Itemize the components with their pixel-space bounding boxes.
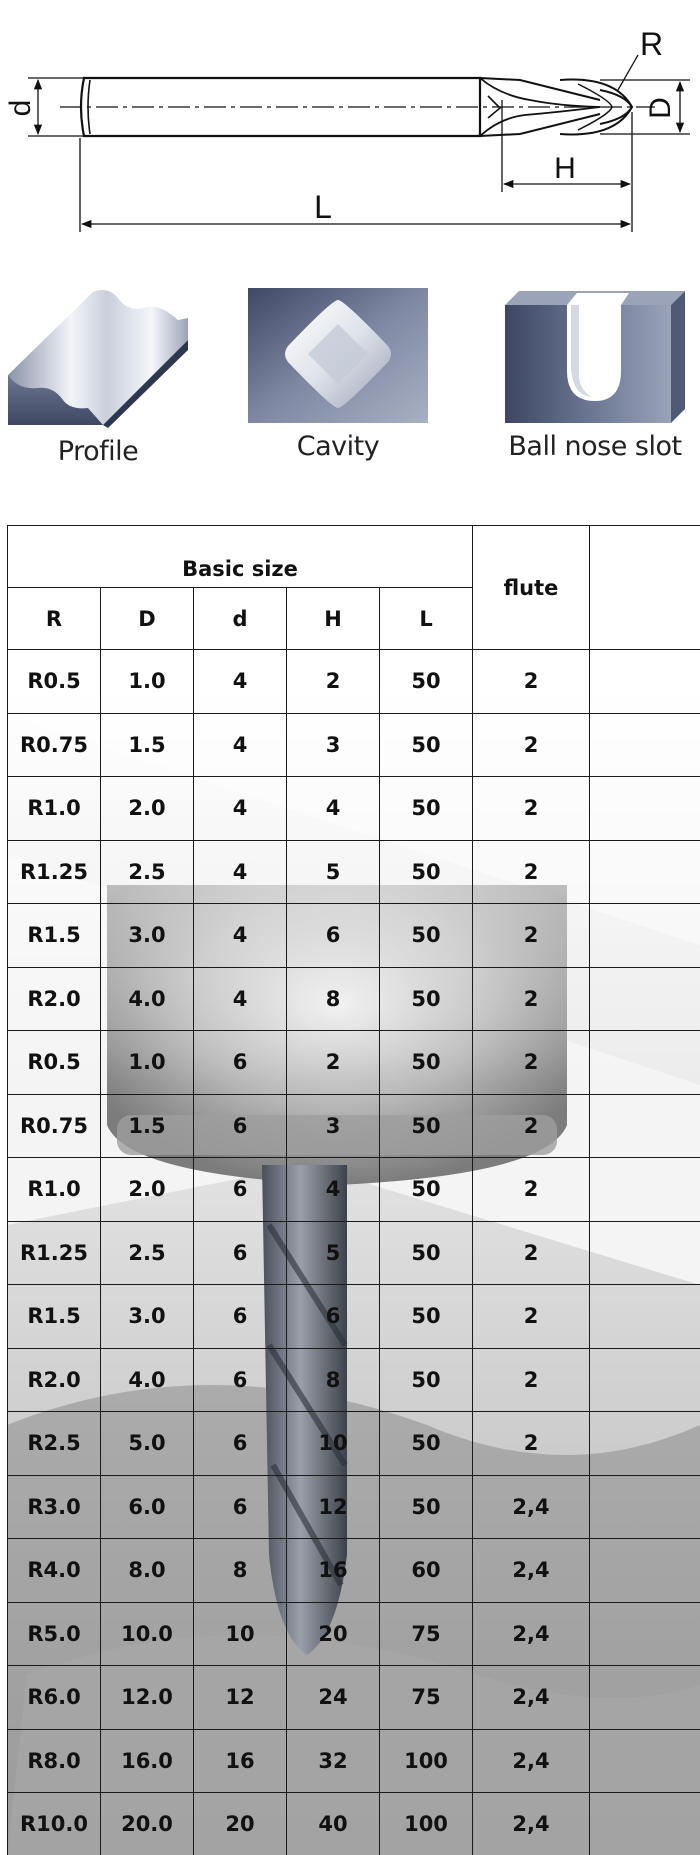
cell-R: R1.25	[8, 1221, 101, 1285]
profile-illustration	[8, 280, 188, 428]
cell-L: 50	[380, 1412, 473, 1476]
cell-D: 5.0	[101, 1412, 194, 1476]
label-d: d	[4, 99, 37, 117]
table-row	[8, 1094, 700, 1158]
spec-table	[7, 525, 700, 1855]
table-row	[8, 967, 700, 1031]
cell-D: 1.5	[101, 1094, 194, 1158]
cell-d: 6	[194, 1285, 287, 1349]
cell-flute: 2	[473, 840, 590, 904]
application-illustrations	[0, 280, 700, 480]
table-row	[8, 1221, 700, 1285]
label-L: L	[314, 189, 332, 225]
cell-R: R10.0	[8, 1793, 101, 1855]
cell-blank	[590, 1221, 700, 1285]
cell-L: 75	[380, 1602, 473, 1666]
cell-flute: 2	[473, 1348, 590, 1412]
cell-R: R1.25	[8, 840, 101, 904]
cell-D: 12.0	[101, 1666, 194, 1730]
cell-flute: 2,4	[473, 1602, 590, 1666]
cell-H: 3	[287, 713, 380, 777]
cell-flute: 2	[473, 1412, 590, 1476]
cell-flute: 2,4	[473, 1666, 590, 1730]
cell-L: 50	[380, 1221, 473, 1285]
cell-R: R6.0	[8, 1666, 101, 1730]
cell-L: 50	[380, 1158, 473, 1222]
cell-blank	[590, 1539, 700, 1603]
cell-d: 6	[194, 1475, 287, 1539]
cell-d: 4	[194, 904, 287, 968]
cell-L: 50	[380, 650, 473, 714]
cell-d: 12	[194, 1666, 287, 1730]
table-row	[8, 1348, 700, 1412]
table-header-row-group	[8, 526, 700, 588]
dimension-L	[80, 138, 632, 232]
cell-L: 50	[380, 777, 473, 841]
cell-d: 8	[194, 1539, 287, 1603]
cell-D: 2.5	[101, 840, 194, 904]
end-mill-dimension-drawing	[0, 0, 700, 240]
ball-nose-slot-illustration	[505, 283, 685, 423]
label-D: D	[644, 97, 677, 119]
cell-D: 20.0	[101, 1793, 194, 1855]
cell-L: 75	[380, 1666, 473, 1730]
cell-H: 4	[287, 777, 380, 841]
cell-L: 100	[380, 1729, 473, 1793]
table-row	[8, 713, 700, 777]
cell-R: R1.5	[8, 904, 101, 968]
application-ball-nose-slot	[505, 280, 685, 462]
application-label-ball-nose-slot: Ball nose slot	[508, 431, 682, 462]
table-row	[8, 1158, 700, 1222]
cell-flute: 2	[473, 1158, 590, 1222]
cell-flute: 2	[473, 1221, 590, 1285]
cell-R: R0.75	[8, 713, 101, 777]
cell-H: 32	[287, 1729, 380, 1793]
application-label-cavity: Cavity	[296, 431, 380, 462]
cell-R: R0.5	[8, 1031, 101, 1095]
cell-flute: 2	[473, 904, 590, 968]
cell-D: 2.5	[101, 1221, 194, 1285]
header-L: L	[380, 588, 473, 650]
header-basic-size: Basic size	[8, 526, 473, 588]
cell-D: 4.0	[101, 1348, 194, 1412]
cell-L: 50	[380, 967, 473, 1031]
cell-flute: 2	[473, 1031, 590, 1095]
cell-H: 4	[287, 1158, 380, 1222]
cell-d: 6	[194, 1412, 287, 1476]
cell-R: R2.5	[8, 1412, 101, 1476]
header-blank	[590, 526, 700, 650]
header-D: D	[101, 588, 194, 650]
cell-blank	[590, 1602, 700, 1666]
cell-blank	[590, 1666, 700, 1730]
cell-R: R3.0	[8, 1475, 101, 1539]
cell-d: 6	[194, 1094, 287, 1158]
cell-blank	[590, 1793, 700, 1855]
cell-R: R0.5	[8, 650, 101, 714]
table-row	[8, 1031, 700, 1095]
cell-H: 40	[287, 1793, 380, 1855]
table-row	[8, 1793, 700, 1855]
cell-blank	[590, 1031, 700, 1095]
cell-L: 100	[380, 1793, 473, 1855]
cell-R: R1.0	[8, 777, 101, 841]
cell-L: 50	[380, 1285, 473, 1349]
cell-flute: 2,4	[473, 1539, 590, 1603]
cell-L: 50	[380, 840, 473, 904]
table-row	[8, 1475, 700, 1539]
table-row	[8, 840, 700, 904]
cell-blank	[590, 1094, 700, 1158]
cell-flute: 2,4	[473, 1729, 590, 1793]
cell-d: 10	[194, 1602, 287, 1666]
cell-R: R0.75	[8, 1094, 101, 1158]
cell-d: 4	[194, 967, 287, 1031]
table-row	[8, 1285, 700, 1349]
table-row	[8, 650, 700, 714]
cell-D: 6.0	[101, 1475, 194, 1539]
cell-D: 1.0	[101, 650, 194, 714]
cell-H: 8	[287, 1348, 380, 1412]
cell-H: 10	[287, 1412, 380, 1476]
cell-blank	[590, 904, 700, 968]
label-R: R	[640, 26, 664, 62]
header-flute: flute	[473, 526, 590, 650]
table-row	[8, 777, 700, 841]
cell-D: 3.0	[101, 1285, 194, 1349]
cell-d: 6	[194, 1158, 287, 1222]
cell-R: R1.5	[8, 1285, 101, 1349]
cell-H: 6	[287, 1285, 380, 1349]
cell-R: R5.0	[8, 1602, 101, 1666]
cell-D: 2.0	[101, 777, 194, 841]
table-row	[8, 1666, 700, 1730]
cell-L: 50	[380, 713, 473, 777]
cell-flute: 2	[473, 967, 590, 1031]
cell-R: R4.0	[8, 1539, 101, 1603]
cell-L: 60	[380, 1539, 473, 1603]
cell-flute: 2	[473, 1094, 590, 1158]
cell-L: 50	[380, 1094, 473, 1158]
table-row	[8, 1412, 700, 1476]
cell-blank	[590, 1475, 700, 1539]
cell-H: 6	[287, 904, 380, 968]
cell-blank	[590, 650, 700, 714]
cell-d: 4	[194, 840, 287, 904]
cell-blank	[590, 1348, 700, 1412]
application-label-profile: Profile	[57, 436, 139, 467]
cell-H: 5	[287, 1221, 380, 1285]
cell-L: 50	[380, 1475, 473, 1539]
cell-H: 20	[287, 1602, 380, 1666]
cell-flute: 2,4	[473, 1475, 590, 1539]
cell-D: 10.0	[101, 1602, 194, 1666]
spec-table-container	[7, 525, 700, 1855]
table-row	[8, 1602, 700, 1666]
cell-L: 50	[380, 1348, 473, 1412]
cell-H: 2	[287, 650, 380, 714]
cell-H: 24	[287, 1666, 380, 1730]
cell-H: 12	[287, 1475, 380, 1539]
cell-D: 4.0	[101, 967, 194, 1031]
cell-d: 16	[194, 1729, 287, 1793]
cell-blank	[590, 967, 700, 1031]
cell-H: 16	[287, 1539, 380, 1603]
cell-R: R2.0	[8, 967, 101, 1031]
table-body	[8, 650, 700, 1855]
cell-flute: 2	[473, 650, 590, 714]
cell-blank	[590, 1158, 700, 1222]
cell-D: 2.0	[101, 1158, 194, 1222]
cell-D: 8.0	[101, 1539, 194, 1603]
cell-flute: 2	[473, 777, 590, 841]
cell-blank	[590, 1285, 700, 1349]
header-R: R	[8, 588, 101, 650]
cell-blank	[590, 840, 700, 904]
cell-H: 3	[287, 1094, 380, 1158]
cell-H: 2	[287, 1031, 380, 1095]
cell-d: 6	[194, 1031, 287, 1095]
cell-R: R8.0	[8, 1729, 101, 1793]
cell-d: 20	[194, 1793, 287, 1855]
application-profile	[8, 280, 188, 467]
cell-R: R1.0	[8, 1158, 101, 1222]
cell-d: 4	[194, 650, 287, 714]
application-cavity	[248, 280, 428, 462]
table-row	[8, 1729, 700, 1793]
cell-D: 1.0	[101, 1031, 194, 1095]
cell-blank	[590, 777, 700, 841]
table-row	[8, 1539, 700, 1603]
label-H: H	[554, 152, 576, 185]
cell-d: 4	[194, 777, 287, 841]
cell-blank	[590, 1412, 700, 1476]
cell-d: 6	[194, 1221, 287, 1285]
cell-L: 50	[380, 1031, 473, 1095]
radius-leader	[618, 55, 638, 90]
cell-D: 1.5	[101, 713, 194, 777]
cell-d: 4	[194, 713, 287, 777]
cavity-illustration	[248, 288, 428, 423]
cell-flute: 2	[473, 1285, 590, 1349]
header-H: H	[287, 588, 380, 650]
table-row	[8, 904, 700, 968]
cell-blank	[590, 713, 700, 777]
cell-L: 50	[380, 904, 473, 968]
cell-d: 6	[194, 1348, 287, 1412]
cell-H: 8	[287, 967, 380, 1031]
cell-flute: 2,4	[473, 1793, 590, 1855]
cell-blank	[590, 1729, 700, 1793]
cell-H: 5	[287, 840, 380, 904]
header-d: d	[194, 588, 287, 650]
cell-flute: 2	[473, 713, 590, 777]
cell-R: R2.0	[8, 1348, 101, 1412]
cell-D: 3.0	[101, 904, 194, 968]
cell-D: 16.0	[101, 1729, 194, 1793]
